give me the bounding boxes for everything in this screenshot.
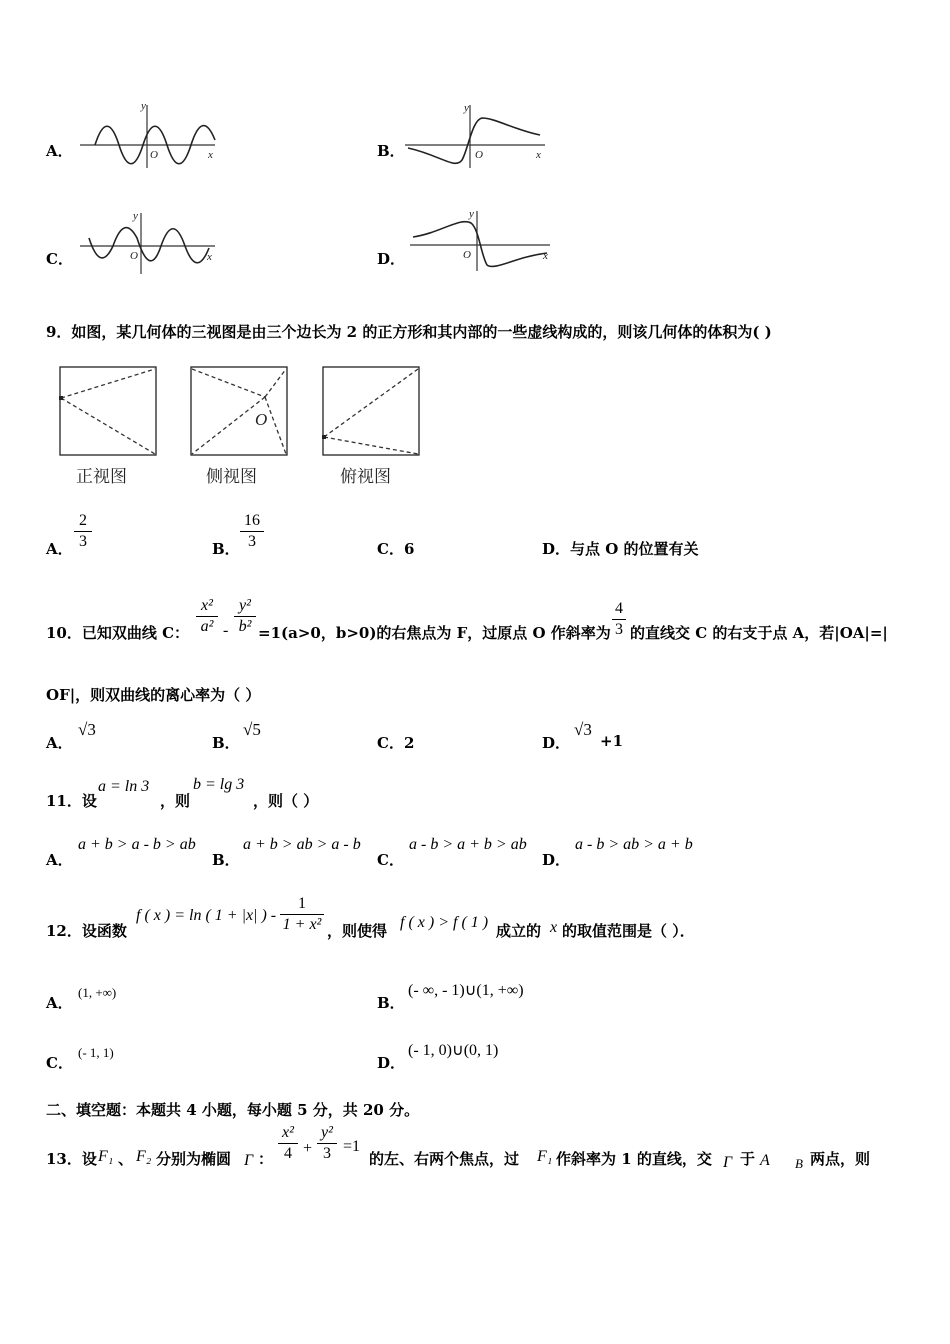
option-d-label: D． bbox=[542, 851, 571, 869]
curve-gamma-repeat: Γ bbox=[723, 1154, 733, 1171]
option-b-label: B． bbox=[212, 734, 240, 752]
question-12-mid: ，则使得 bbox=[327, 922, 388, 940]
function-definition: f ( x ) = ln ( 1 + |x| ) - bbox=[136, 907, 277, 924]
point-a: A bbox=[760, 1152, 770, 1169]
question-11-mid: ，则 bbox=[160, 792, 191, 810]
option-a-label: A． bbox=[46, 734, 73, 752]
numerator: 2 bbox=[79, 512, 87, 529]
top-view-caption: 俯视图 bbox=[340, 467, 391, 487]
side-view-caption: 侧视图 bbox=[206, 467, 257, 487]
question-13-prefix: 13．设 bbox=[46, 1150, 97, 1168]
option-d-label: D． bbox=[377, 250, 406, 268]
option-a-label: A． bbox=[46, 851, 73, 869]
x-squared-over-4: x² 4 bbox=[278, 1124, 298, 1163]
equals-one: =1 bbox=[343, 1138, 361, 1155]
option-d-label: D． bbox=[542, 734, 571, 752]
option-d-expression: a - b > ab > a + b bbox=[575, 836, 693, 853]
point-b: B bbox=[795, 1156, 803, 1171]
option-c-text: C．2 bbox=[377, 734, 415, 752]
x-squared-over-a-squared: x² a² bbox=[196, 597, 218, 636]
focus-f2: F₂ bbox=[136, 1148, 152, 1165]
option-c-label: C． bbox=[377, 851, 404, 869]
option-a-expression: a + b > a - b > ab bbox=[78, 836, 196, 853]
origin-label: O bbox=[130, 250, 138, 262]
option-d-label: D． bbox=[377, 1054, 406, 1072]
option-a-fraction bbox=[74, 512, 92, 551]
question-10-prefix: 10．已知双曲线 C： bbox=[46, 624, 190, 642]
front-view-caption: 正视图 bbox=[76, 467, 127, 487]
denominator: 3 bbox=[79, 533, 87, 550]
front-view-figure bbox=[58, 365, 158, 459]
y-squared-over-b-squared: y² b² bbox=[234, 597, 256, 636]
axis-x-label: x bbox=[543, 250, 548, 262]
axis-y-label: y bbox=[141, 100, 146, 112]
option-b-label: B． bbox=[377, 994, 405, 1012]
option-a-label: A． bbox=[46, 142, 73, 160]
colon: ： bbox=[258, 1150, 274, 1168]
option-b-expression: a + b > ab > a - b bbox=[243, 836, 361, 853]
axis-y-label: y bbox=[464, 102, 469, 114]
option-c-value: (- 1, 1) bbox=[78, 1045, 114, 1060]
question-13-mid1: 分别为椭圆 bbox=[156, 1150, 232, 1168]
option-b-value: (- ∞, - 1)∪(1, +∞) bbox=[408, 982, 524, 999]
question-12-prefix: 12．设函数 bbox=[46, 922, 127, 940]
question-11-suffix: ，则（ ） bbox=[253, 792, 319, 810]
section-2-title: 二、填空题：本题共 4 小题，每小题 5 分，共 20 分。 bbox=[46, 1101, 420, 1119]
option-d-value: (- 1, 0)∪(0, 1) bbox=[408, 1042, 499, 1059]
option-c-text: C．6 bbox=[377, 540, 415, 558]
minus-sign: - bbox=[223, 622, 229, 639]
option-d-tail: +1 bbox=[600, 732, 624, 750]
graph-d bbox=[405, 205, 555, 275]
option-a-label: A． bbox=[46, 994, 73, 1012]
question-13-mid4: 于 bbox=[740, 1150, 756, 1168]
question-10-mid: =1(a>0，b>0)的右焦点为 F，过原点 O 作斜率为 bbox=[258, 624, 611, 642]
axis-y-label: y bbox=[133, 210, 138, 222]
slope-fraction: 4 3 bbox=[612, 600, 626, 639]
question-13-end: 两点，则 bbox=[810, 1150, 871, 1168]
question-9-stem: 9．如图，某几何体的三视图是由三个边长为 2 的正方形和其内部的一些虚线构成的，则该几何体的体积为( ) bbox=[46, 323, 772, 341]
function-fraction: 1 1 + x² bbox=[280, 895, 324, 934]
option-d-text: D．与点 O 的位置有关 bbox=[542, 540, 699, 558]
option-a-label: A． bbox=[46, 540, 73, 558]
option-b-label: B． bbox=[212, 540, 240, 558]
question-12-suffix: 成立的 bbox=[496, 922, 542, 940]
axis-x-label: x bbox=[207, 251, 212, 263]
option-c-expression: a - b > a + b > ab bbox=[409, 836, 527, 853]
focus-f1: F₁ bbox=[98, 1148, 114, 1165]
graph-a bbox=[75, 100, 225, 170]
origin-label: O bbox=[150, 149, 158, 161]
curve-gamma: Γ bbox=[244, 1152, 254, 1169]
option-a-value: √3 bbox=[78, 720, 96, 739]
separator: 、 bbox=[118, 1150, 134, 1168]
y-squared-over-3: y² 3 bbox=[317, 1124, 337, 1163]
option-a-value: (1, +∞) bbox=[78, 985, 117, 1000]
question-10-suffix: 的直线交 C 的右支于点 A，若|OA|=| bbox=[630, 624, 888, 642]
option-b-fraction bbox=[240, 512, 264, 551]
top-view-figure bbox=[321, 365, 421, 459]
option-b-label: B． bbox=[377, 142, 405, 160]
focus-f1-repeat: F₁ bbox=[537, 1148, 553, 1165]
point-o-label: O bbox=[255, 410, 268, 429]
a-definition: a = ln 3 bbox=[98, 778, 150, 795]
axis-y-label: y bbox=[469, 208, 474, 220]
option-b-label: B． bbox=[212, 851, 240, 869]
side-view-figure bbox=[189, 365, 289, 459]
b-definition: b = lg 3 bbox=[193, 776, 245, 793]
question-11-prefix: 11．设 bbox=[46, 792, 97, 810]
question-13-mid2: 的左、右两个焦点，过 bbox=[369, 1150, 520, 1168]
variable-x: x bbox=[550, 919, 558, 936]
graph-b bbox=[400, 100, 550, 170]
origin-label: O bbox=[463, 249, 471, 261]
axis-x-label: x bbox=[536, 149, 541, 161]
question-12-end: 的取值范围是（ ）． bbox=[562, 922, 695, 940]
denominator: 3 bbox=[248, 533, 256, 550]
origin-label: O bbox=[475, 149, 483, 161]
question-10-line2: OF|，则双曲线的离心率为（ ） bbox=[46, 686, 261, 704]
inequality: f ( x ) > f ( 1 ) bbox=[400, 914, 489, 931]
numerator: 16 bbox=[244, 512, 260, 529]
graph-c bbox=[75, 208, 225, 278]
option-d-value: √3 bbox=[574, 720, 592, 739]
option-c-label: C． bbox=[46, 250, 73, 268]
option-c-label: C． bbox=[46, 1054, 73, 1072]
axis-x-label: x bbox=[208, 149, 213, 161]
plus-sign: + bbox=[303, 1140, 313, 1157]
option-b-value: √5 bbox=[243, 720, 261, 739]
question-13-mid3: 作斜率为 1 的直线，交 bbox=[556, 1150, 712, 1168]
